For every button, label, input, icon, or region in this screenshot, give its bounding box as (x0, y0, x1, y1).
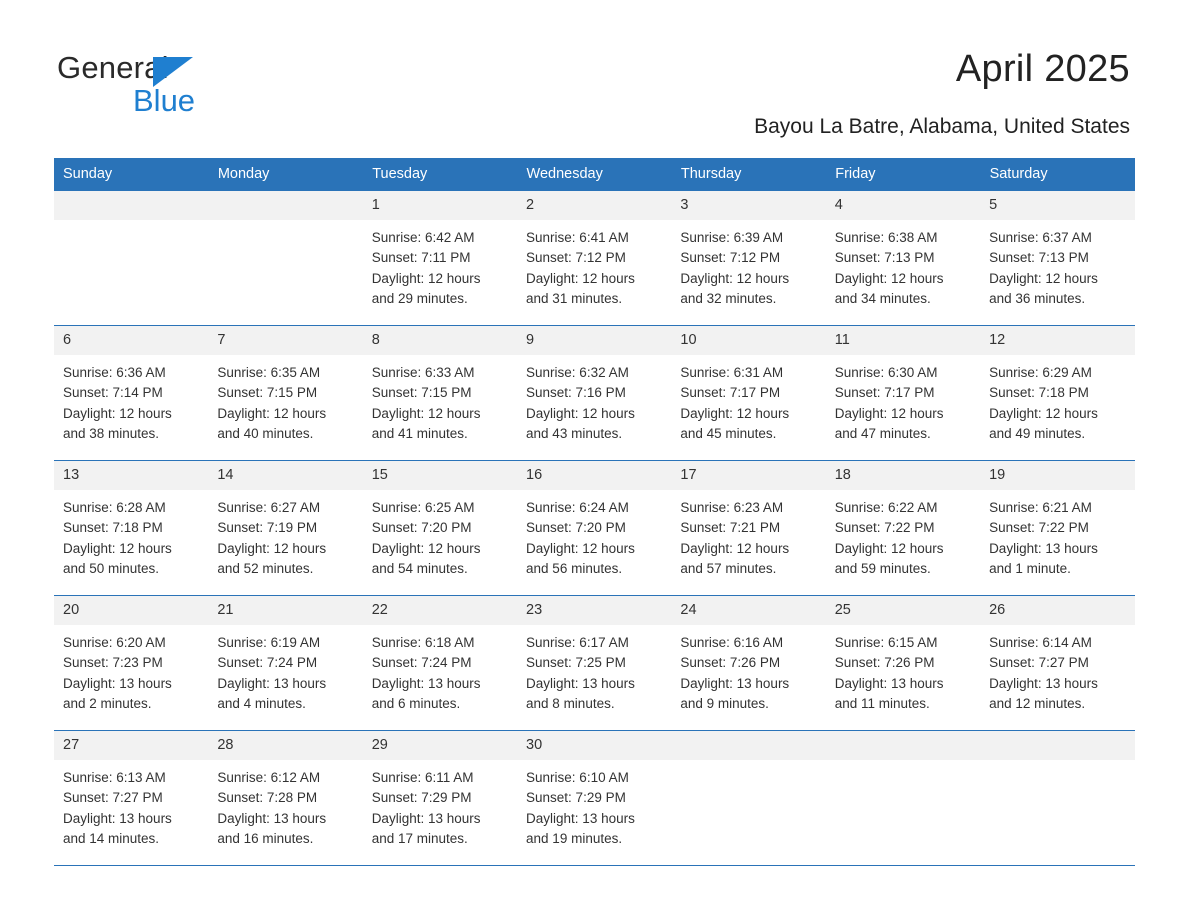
calendar-day-cell[interactable] (980, 596, 1134, 731)
day-number: 18 (826, 461, 980, 490)
day-detail-line: and 31 minutes. (526, 290, 623, 306)
day-detail-line: Sunset: 7:24 PM (217, 655, 318, 671)
day-cell-inner (517, 596, 671, 730)
day-cell-inner (208, 731, 362, 865)
day-details (980, 220, 1134, 309)
day-detail-line: and 50 minutes. (63, 560, 160, 576)
day-detail-line: Daylight: 12 hours (989, 270, 1098, 286)
day-detail-line: Sunrise: 6:15 AM (834, 635, 938, 650)
page-title: April 2025 (955, 48, 1130, 90)
day-cell-inner (671, 191, 825, 325)
day-detail-line: Daylight: 13 hours (63, 675, 172, 691)
day-detail-line: and 11 minutes. (834, 695, 930, 711)
day-detail-line: Daylight: 13 hours (526, 675, 635, 691)
day-detail-line: Sunset: 7:14 PM (63, 385, 163, 401)
day-detail-line: Sunrise: 6:29 AM (989, 365, 1092, 380)
day-cell-inner (54, 731, 208, 865)
day-number (671, 731, 825, 760)
day-details (54, 355, 208, 444)
calendar-day-cell[interactable] (363, 461, 517, 596)
day-details (980, 490, 1134, 579)
day-detail-line: Sunrise: 6:38 AM (834, 230, 938, 245)
calendar-empty-cell (980, 731, 1134, 866)
day-detail-line: and 38 minutes. (63, 425, 160, 441)
day-detail-line: Sunset: 7:15 PM (371, 385, 472, 401)
day-number: 30 (517, 731, 671, 760)
day-detail-line: and 9 minutes. (680, 695, 769, 711)
day-number: 13 (54, 461, 208, 490)
day-cell-inner (363, 596, 517, 730)
day-cell-inner (517, 461, 671, 595)
day-cell-inner (826, 731, 980, 865)
calendar-day-cell[interactable] (826, 461, 980, 596)
calendar-week-row (54, 731, 1135, 866)
weekday-header-friday: Friday (826, 158, 980, 191)
day-number: 24 (671, 596, 825, 625)
weekday-header-monday: Monday (208, 158, 362, 191)
day-details (363, 625, 517, 714)
day-details (363, 490, 517, 579)
logo-text-general: General (57, 50, 169, 85)
day-cell-inner (517, 326, 671, 460)
day-detail-line: Daylight: 12 hours (834, 405, 944, 421)
day-detail-line: and 19 minutes. (526, 830, 623, 846)
day-detail-line: Sunrise: 6:31 AM (680, 365, 784, 380)
location-subtitle: Bayou La Batre, Alabama, United States (754, 115, 1130, 138)
day-detail-line: and 56 minutes. (526, 560, 623, 576)
day-detail-line: Daylight: 13 hours (526, 810, 635, 826)
day-detail-line: and 47 minutes. (834, 425, 931, 441)
day-detail-line: Sunrise: 6:27 AM (217, 500, 321, 515)
day-number: 7 (208, 326, 362, 355)
calendar-day-cell[interactable] (208, 461, 362, 596)
day-details (980, 355, 1134, 444)
day-detail-line: Sunset: 7:23 PM (63, 655, 163, 671)
day-detail-line: Sunrise: 6:25 AM (371, 500, 475, 515)
day-detail-line: Daylight: 13 hours (217, 675, 327, 691)
day-detail-line: Daylight: 12 hours (526, 540, 635, 556)
day-detail-line: Daylight: 13 hours (680, 675, 790, 691)
day-detail-line: Sunset: 7:17 PM (680, 385, 781, 401)
calendar-day-cell[interactable] (54, 731, 208, 866)
day-detail-line: and 52 minutes. (217, 560, 314, 576)
day-number: 2 (517, 191, 671, 220)
day-detail-line: Sunset: 7:29 PM (371, 790, 472, 806)
day-cell-inner (980, 596, 1134, 730)
day-detail-line: Sunset: 7:12 PM (526, 250, 626, 266)
calendar-day-cell[interactable] (517, 731, 671, 866)
day-detail-line: Sunrise: 6:39 AM (680, 230, 784, 245)
day-detail-line: Sunrise: 6:42 AM (371, 230, 475, 245)
day-detail-line: and 40 minutes. (217, 425, 314, 441)
calendar-empty-cell (671, 731, 825, 866)
day-number: 5 (980, 191, 1134, 220)
day-number: 20 (54, 596, 208, 625)
day-detail-line: Sunrise: 6:19 AM (217, 635, 321, 650)
day-details (671, 355, 825, 444)
day-detail-line: Sunset: 7:12 PM (680, 250, 781, 266)
day-details (826, 355, 980, 444)
calendar-day-cell[interactable] (671, 461, 825, 596)
day-detail-line: and 8 minutes. (526, 695, 615, 711)
day-detail-line: Sunrise: 6:36 AM (63, 365, 166, 380)
day-detail-line: Sunrise: 6:22 AM (834, 500, 938, 515)
day-detail-line: Daylight: 13 hours (217, 810, 327, 826)
day-details (826, 220, 980, 309)
day-detail-line: Sunrise: 6:18 AM (371, 635, 475, 650)
weekday-header-saturday: Saturday (980, 158, 1134, 191)
day-number: 4 (826, 191, 980, 220)
day-cell-inner (826, 596, 980, 730)
day-detail-line: Sunrise: 6:28 AM (63, 500, 166, 515)
day-cell-inner (363, 461, 517, 595)
day-number: 29 (363, 731, 517, 760)
day-detail-line: Daylight: 13 hours (989, 540, 1098, 556)
day-cell-inner (54, 596, 208, 730)
day-detail-line: Sunrise: 6:21 AM (989, 500, 1092, 515)
day-detail-line: and 43 minutes. (526, 425, 623, 441)
day-details (54, 220, 208, 228)
day-details (671, 760, 825, 768)
day-details (208, 625, 362, 714)
logo-text-blue: Blue (133, 83, 196, 118)
calendar-day-cell[interactable] (54, 596, 208, 731)
day-cell-inner (671, 596, 825, 730)
day-detail-line: Sunset: 7:20 PM (371, 520, 472, 536)
day-details (363, 355, 517, 444)
day-detail-line: Sunset: 7:16 PM (526, 385, 626, 401)
day-number: 3 (671, 191, 825, 220)
day-cell-inner (671, 731, 825, 865)
day-detail-line: Sunset: 7:27 PM (989, 655, 1089, 671)
day-detail-line: Daylight: 13 hours (834, 675, 944, 691)
day-cell-inner (826, 326, 980, 460)
day-cell-inner (54, 461, 208, 595)
day-number (54, 191, 208, 220)
day-details (363, 760, 517, 849)
day-cell-inner (826, 191, 980, 325)
calendar-day-cell[interactable] (363, 326, 517, 461)
calendar-day-cell[interactable] (54, 461, 208, 596)
day-detail-line: Sunrise: 6:41 AM (526, 230, 629, 245)
day-detail-line: Sunrise: 6:35 AM (217, 365, 321, 380)
day-detail-line: Sunrise: 6:14 AM (989, 635, 1092, 650)
day-details (671, 490, 825, 579)
day-detail-line: Sunrise: 6:17 AM (526, 635, 629, 650)
calendar-empty-cell (826, 731, 980, 866)
day-detail-line: Sunset: 7:19 PM (217, 520, 318, 536)
calendar-day-cell[interactable] (826, 191, 980, 326)
day-detail-line: Sunset: 7:20 PM (526, 520, 626, 536)
day-number: 15 (363, 461, 517, 490)
day-detail-line: Sunset: 7:18 PM (63, 520, 163, 536)
day-detail-line: Sunset: 7:27 PM (63, 790, 163, 806)
day-details (54, 760, 208, 849)
day-detail-line: and 12 minutes. (989, 695, 1086, 711)
calendar-day-cell[interactable] (671, 326, 825, 461)
day-detail-line: Daylight: 12 hours (371, 270, 481, 286)
weekday-header-sunday: Sunday (54, 158, 208, 191)
day-number: 8 (363, 326, 517, 355)
day-detail-line: and 54 minutes. (371, 560, 468, 576)
day-number (980, 731, 1134, 760)
day-number: 1 (363, 191, 517, 220)
day-details (54, 490, 208, 579)
day-detail-line: Daylight: 12 hours (217, 540, 327, 556)
day-detail-line: Sunset: 7:26 PM (834, 655, 935, 671)
day-detail-line: Daylight: 12 hours (63, 540, 172, 556)
weekday-header-thursday: Thursday (671, 158, 825, 191)
calendar-day-cell[interactable] (980, 461, 1134, 596)
day-details (517, 625, 671, 714)
day-cell-inner (826, 461, 980, 595)
calendar-body (54, 191, 1135, 866)
day-detail-line: Sunset: 7:11 PM (371, 250, 471, 266)
calendar-day-cell[interactable] (517, 596, 671, 731)
day-cell-inner (980, 326, 1134, 460)
day-cell-inner (208, 326, 362, 460)
day-details (54, 625, 208, 714)
day-detail-line: Daylight: 12 hours (371, 405, 481, 421)
day-number: 21 (208, 596, 362, 625)
day-details (826, 490, 980, 579)
day-detail-line: Daylight: 12 hours (526, 270, 635, 286)
calendar-empty-cell (54, 191, 208, 326)
day-detail-line: Sunset: 7:29 PM (526, 790, 626, 806)
day-detail-line: Daylight: 12 hours (680, 405, 790, 421)
day-number: 28 (208, 731, 362, 760)
day-cell-inner (980, 461, 1134, 595)
day-details (208, 220, 362, 228)
day-detail-line: and 16 minutes. (217, 830, 314, 846)
day-detail-line: and 45 minutes. (680, 425, 777, 441)
day-cell-inner (980, 731, 1134, 865)
calendar-day-cell[interactable] (517, 461, 671, 596)
day-detail-line: and 6 minutes. (371, 695, 461, 711)
day-detail-line: Daylight: 13 hours (371, 810, 481, 826)
day-detail-line: and 41 minutes. (371, 425, 468, 441)
day-detail-line: Daylight: 12 hours (680, 540, 790, 556)
day-number: 14 (208, 461, 362, 490)
calendar-day-cell[interactable] (980, 326, 1134, 461)
day-detail-line: Daylight: 12 hours (63, 405, 172, 421)
day-cell-inner (363, 731, 517, 865)
day-detail-line: Sunrise: 6:24 AM (526, 500, 629, 515)
day-details (208, 760, 362, 849)
day-number: 19 (980, 461, 1134, 490)
day-detail-line: Sunrise: 6:37 AM (989, 230, 1092, 245)
calendar-day-cell[interactable] (208, 731, 362, 866)
day-detail-line: Sunset: 7:28 PM (217, 790, 318, 806)
day-detail-line: Daylight: 12 hours (680, 270, 790, 286)
calendar-day-cell[interactable] (363, 191, 517, 326)
calendar-empty-cell (208, 191, 362, 326)
day-cell-inner (517, 731, 671, 865)
day-detail-line: Sunrise: 6:32 AM (526, 365, 629, 380)
day-detail-line: Daylight: 12 hours (989, 405, 1098, 421)
day-detail-line: Sunset: 7:25 PM (526, 655, 626, 671)
day-detail-line: Sunrise: 6:16 AM (680, 635, 784, 650)
day-cell-inner (54, 191, 208, 325)
day-number: 6 (54, 326, 208, 355)
day-number: 23 (517, 596, 671, 625)
day-cell-inner (671, 461, 825, 595)
day-cell-inner (54, 326, 208, 460)
day-detail-line: Sunrise: 6:12 AM (217, 770, 321, 785)
day-number: 26 (980, 596, 1134, 625)
day-detail-line: Daylight: 12 hours (834, 540, 944, 556)
day-detail-line: Sunrise: 6:30 AM (834, 365, 938, 380)
day-details (671, 625, 825, 714)
day-cell-inner (671, 326, 825, 460)
day-details (517, 760, 671, 849)
day-detail-line: Sunset: 7:13 PM (834, 250, 935, 266)
calendar-day-cell[interactable] (363, 731, 517, 866)
day-details (517, 355, 671, 444)
day-detail-line: and 4 minutes. (217, 695, 306, 711)
calendar-day-cell[interactable] (54, 326, 208, 461)
day-detail-line: and 57 minutes. (680, 560, 777, 576)
day-detail-line: Sunset: 7:18 PM (989, 385, 1089, 401)
day-detail-line: Sunset: 7:15 PM (217, 385, 318, 401)
day-number: 17 (671, 461, 825, 490)
day-detail-line: Sunset: 7:22 PM (834, 520, 935, 536)
calendar-table (54, 158, 1135, 866)
day-details (208, 490, 362, 579)
day-number (208, 191, 362, 220)
day-detail-line: and 49 minutes. (989, 425, 1086, 441)
day-detail-line: Sunset: 7:13 PM (989, 250, 1089, 266)
day-detail-line: Sunset: 7:26 PM (680, 655, 781, 671)
calendar-week-row (54, 461, 1135, 596)
day-number: 9 (517, 326, 671, 355)
day-number: 12 (980, 326, 1134, 355)
day-detail-line: Daylight: 12 hours (526, 405, 635, 421)
day-details (826, 625, 980, 714)
day-details (980, 625, 1134, 714)
day-cell-inner (208, 191, 362, 325)
day-detail-line: and 17 minutes. (371, 830, 468, 846)
day-detail-line: Sunset: 7:24 PM (371, 655, 472, 671)
calendar-week-row (54, 326, 1135, 461)
day-cell-inner (363, 191, 517, 325)
calendar-day-cell[interactable] (517, 326, 671, 461)
general-blue-logo (57, 50, 257, 118)
calendar-day-cell[interactable] (671, 596, 825, 731)
weekday-header-tuesday: Tuesday (363, 158, 517, 191)
day-details (208, 355, 362, 444)
day-cell-inner (208, 596, 362, 730)
day-detail-line: Sunrise: 6:33 AM (371, 365, 475, 380)
day-number: 16 (517, 461, 671, 490)
day-detail-line: Sunset: 7:21 PM (680, 520, 781, 536)
day-number: 10 (671, 326, 825, 355)
day-detail-line: Sunrise: 6:10 AM (526, 770, 629, 785)
calendar-week-row (54, 596, 1135, 731)
day-detail-line: and 32 minutes. (680, 290, 777, 306)
day-number: 11 (826, 326, 980, 355)
calendar-day-cell[interactable] (826, 596, 980, 731)
day-details (517, 490, 671, 579)
day-details (363, 220, 517, 309)
calendar-day-cell[interactable] (208, 596, 362, 731)
page-header (0, 0, 1188, 138)
day-details (671, 220, 825, 309)
day-detail-line: and 34 minutes. (834, 290, 931, 306)
day-detail-line: Sunset: 7:22 PM (989, 520, 1089, 536)
day-detail-line: and 36 minutes. (989, 290, 1086, 306)
day-detail-line: Daylight: 12 hours (217, 405, 327, 421)
day-cell-inner (517, 191, 671, 325)
day-cell-inner (363, 326, 517, 460)
calendar-header-row (54, 158, 1135, 191)
calendar-day-cell[interactable] (826, 326, 980, 461)
day-detail-line: Daylight: 12 hours (371, 540, 481, 556)
calendar-day-cell[interactable] (517, 191, 671, 326)
day-cell-inner (980, 191, 1134, 325)
day-detail-line: and 2 minutes. (63, 695, 152, 711)
day-cell-inner (208, 461, 362, 595)
day-number: 25 (826, 596, 980, 625)
day-detail-line: Daylight: 12 hours (834, 270, 944, 286)
day-detail-line: Daylight: 13 hours (989, 675, 1098, 691)
calendar-week-row (54, 191, 1135, 326)
day-detail-line: and 29 minutes. (371, 290, 468, 306)
calendar-day-cell[interactable] (671, 191, 825, 326)
calendar-day-cell[interactable] (208, 326, 362, 461)
day-detail-line: and 1 minute. (989, 560, 1071, 576)
day-detail-line: Daylight: 13 hours (371, 675, 481, 691)
day-details (980, 760, 1134, 768)
day-number: 22 (363, 596, 517, 625)
triangle-icon (153, 57, 193, 87)
day-details (826, 760, 980, 768)
day-detail-line: Sunset: 7:17 PM (834, 385, 935, 401)
calendar-day-cell[interactable] (980, 191, 1134, 326)
day-detail-line: and 14 minutes. (63, 830, 160, 846)
day-detail-line: and 59 minutes. (834, 560, 931, 576)
calendar-day-cell[interactable] (363, 596, 517, 731)
day-detail-line: Sunrise: 6:11 AM (371, 770, 474, 785)
day-detail-line: Sunrise: 6:20 AM (63, 635, 166, 650)
day-detail-line: Daylight: 13 hours (63, 810, 172, 826)
day-detail-line: Sunrise: 6:23 AM (680, 500, 784, 515)
day-number (826, 731, 980, 760)
weekday-header-wednesday: Wednesday (517, 158, 671, 191)
day-detail-line: Sunrise: 6:13 AM (63, 770, 166, 785)
day-details (517, 220, 671, 309)
day-number: 27 (54, 731, 208, 760)
